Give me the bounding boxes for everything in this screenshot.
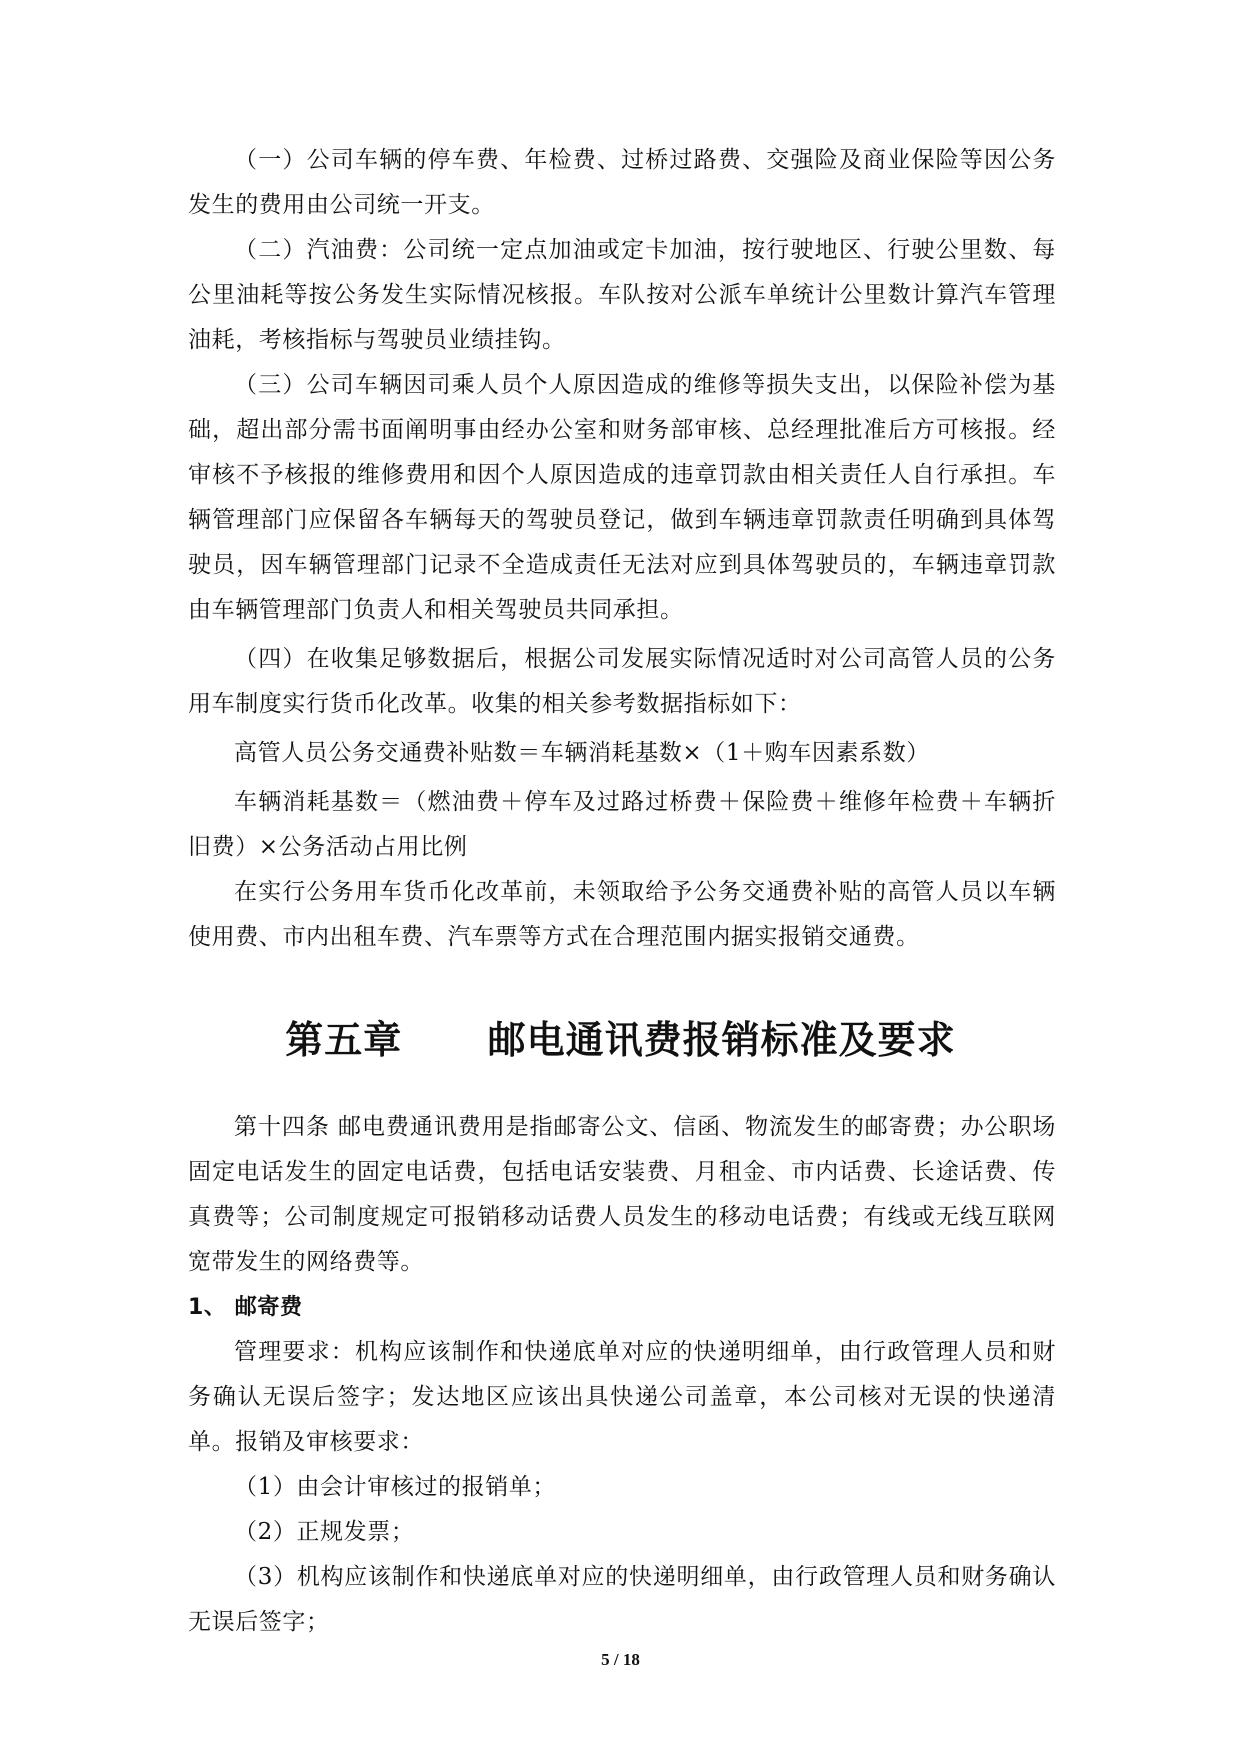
list-item-2: （2）正规发票；	[234, 1519, 415, 1545]
article-14: 第十四条 邮电费通讯费用是指邮寄公文、信函、物流发生的邮寄费；办公职场固定电话发生的固定电话费，包括电话安装费、月租金、市内话费、长途话费、传真费等；公司制度规定可报销移动话费人员发生的移动电话费；有线或无线互联网宽带发生的网络费等。	[188, 1114, 1056, 1275]
paragraph-3: （三）公司车辆因司乘人员个人原因造成的维修等损失支出，以保险补偿为基础，超出部分需书面阐明事由经办公室和财务部审核、总经理批准后方可核报。经审核不予核报的维修费用和因个人原因造成的违章罚款由相关责任人自行承担。车辆管理部门应保留各车辆每天的驾驶员登记，做到车辆违章罚款责任明确到具体驾驶员，因车辆管理部门记录不全造成责任无法对应到具体驾驶员的，车辆违章罚款由车辆管理部门负责人和相关驾驶员共同承担。	[188, 372, 1056, 623]
chapter-title: 第五章 邮电通讯费报销标准及要求	[285, 1018, 956, 1062]
paragraph-5: 在实行公务用车货币化改革前，未领取给予公务交通费补贴的高管人员以车辆使用费、市内出租车费、汽车票等方式在合理范围内据实报销交通费。	[188, 879, 1056, 950]
paragraph-1: （一）公司车辆的停车费、年检费、过桥过路费、交强险及商业保险等因公务发生的费用由公司统一开支。	[188, 147, 1056, 218]
list-item-1: （1）由会计审核过的报销单；	[234, 1474, 557, 1500]
paragraph-2: （二）汽油费：公司统一定点加油或定卡加油，按行驶地区、行驶公里数、每公里油耗等按公务发生实际情况核报。车队按对公派车单统计公里数计算汽车管理油耗，考核指标与驾驶员业绩挂钩。	[188, 237, 1056, 353]
subheading-postage: 1、 邮寄费	[188, 1295, 303, 1320]
management-requirements: 管理要求：机构应该制作和快递底单对应的快递明细单，由行政管理人员和财务确认无误后签字；发达地区应该出具快递公司盖章，本公司核对无误的快递清单。报销及审核要求：	[188, 1339, 1056, 1455]
formula-1: 高管人员公务交通费补贴数＝车辆消耗基数×（1＋购车因素系数）	[234, 740, 930, 766]
page-number: 5 / 18	[601, 1650, 640, 1669]
bottom-section	[188, 1105, 1056, 1645]
top-section	[188, 138, 1056, 960]
formula-2: 车辆消耗基数＝（燃油费＋停车及过路过桥费＋保险费＋维修年检费＋车辆折旧费）×公务活动占用比例	[188, 789, 1056, 860]
paragraph-4: （四）在收集足够数据后，根据公司发展实际情况适时对公司高管人员的公务用车制度实行货币化改革。收集的相关参考数据指标如下：	[188, 646, 1056, 717]
list-item-3: （3）机构应该制作和快递底单对应的快递明细单，由行政管理人员和财务确认无误后签字；	[188, 1564, 1056, 1635]
